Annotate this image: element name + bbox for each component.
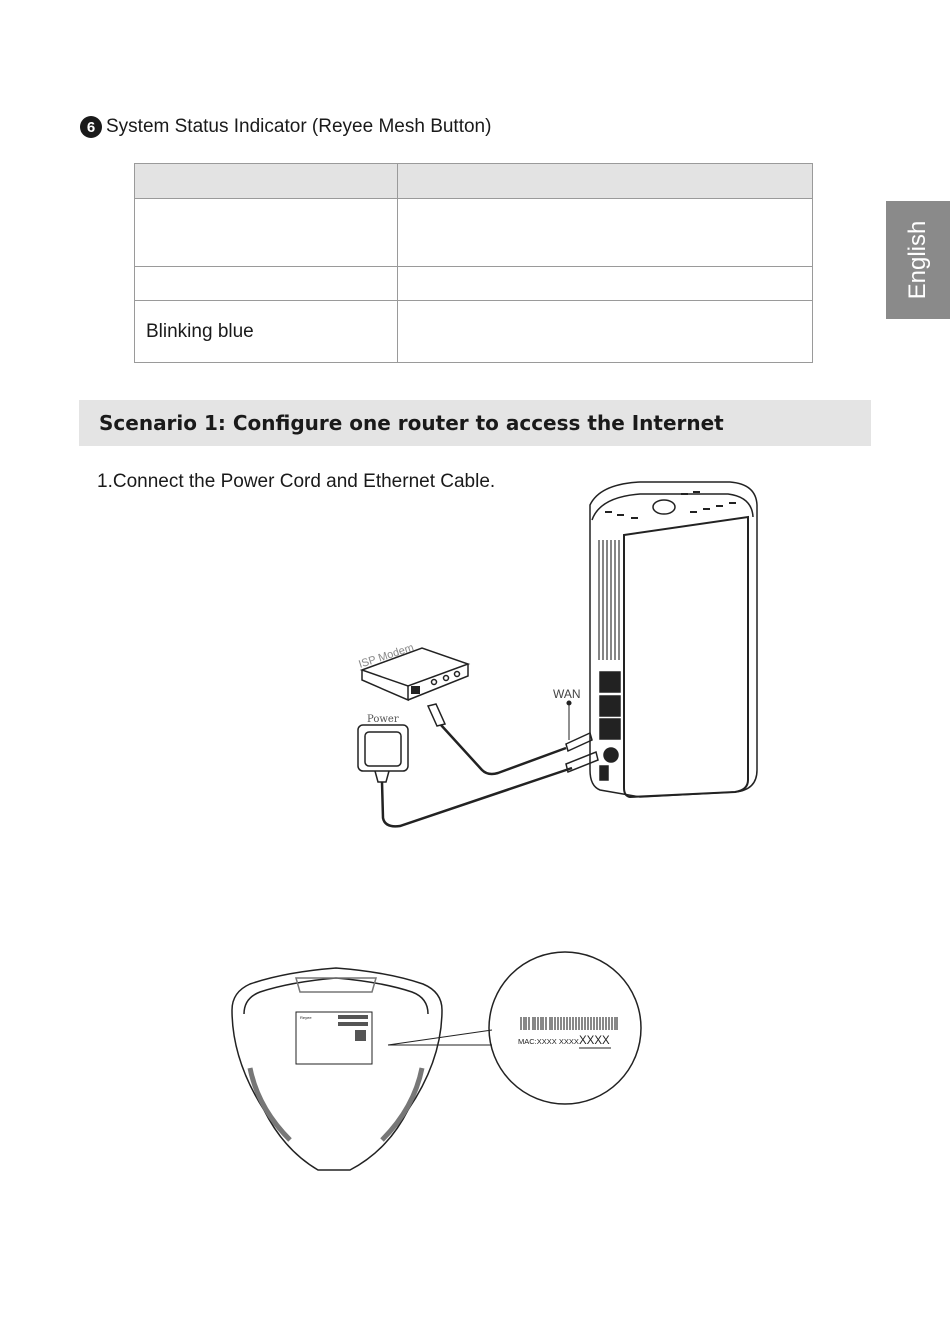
barcode-graphic — [521, 1017, 617, 1030]
step-instruction: 1.Connect the Power Cord and Ethernet Cable. — [97, 471, 496, 492]
router-base-illustration — [232, 968, 492, 1170]
language-tab-label: English — [904, 220, 931, 300]
power-adapter-illustration — [358, 714, 598, 826]
scenario-title: Scenario 1: Configure one router to access the Internet — [99, 411, 724, 435]
router-illustration — [590, 482, 757, 797]
isp-modem-label: ISP Modem — [357, 641, 416, 671]
mac-prefix-text: MAC:XXXX XXXX — [518, 1037, 579, 1046]
wan-label: WAN — [553, 687, 581, 701]
section-title: System Status Indicator (Reyee Mesh Button) — [106, 116, 492, 137]
base-label-brand: Reyee — [300, 1015, 312, 1020]
table-cell: Blinking blue — [135, 301, 398, 363]
mac-suffix-text: XXXX — [579, 1035, 610, 1047]
isp-modem-illustration — [357, 642, 468, 700]
mac-label-zoom — [489, 952, 641, 1104]
power-label: Power — [367, 714, 399, 725]
section-number-badge: 6 — [80, 116, 102, 138]
